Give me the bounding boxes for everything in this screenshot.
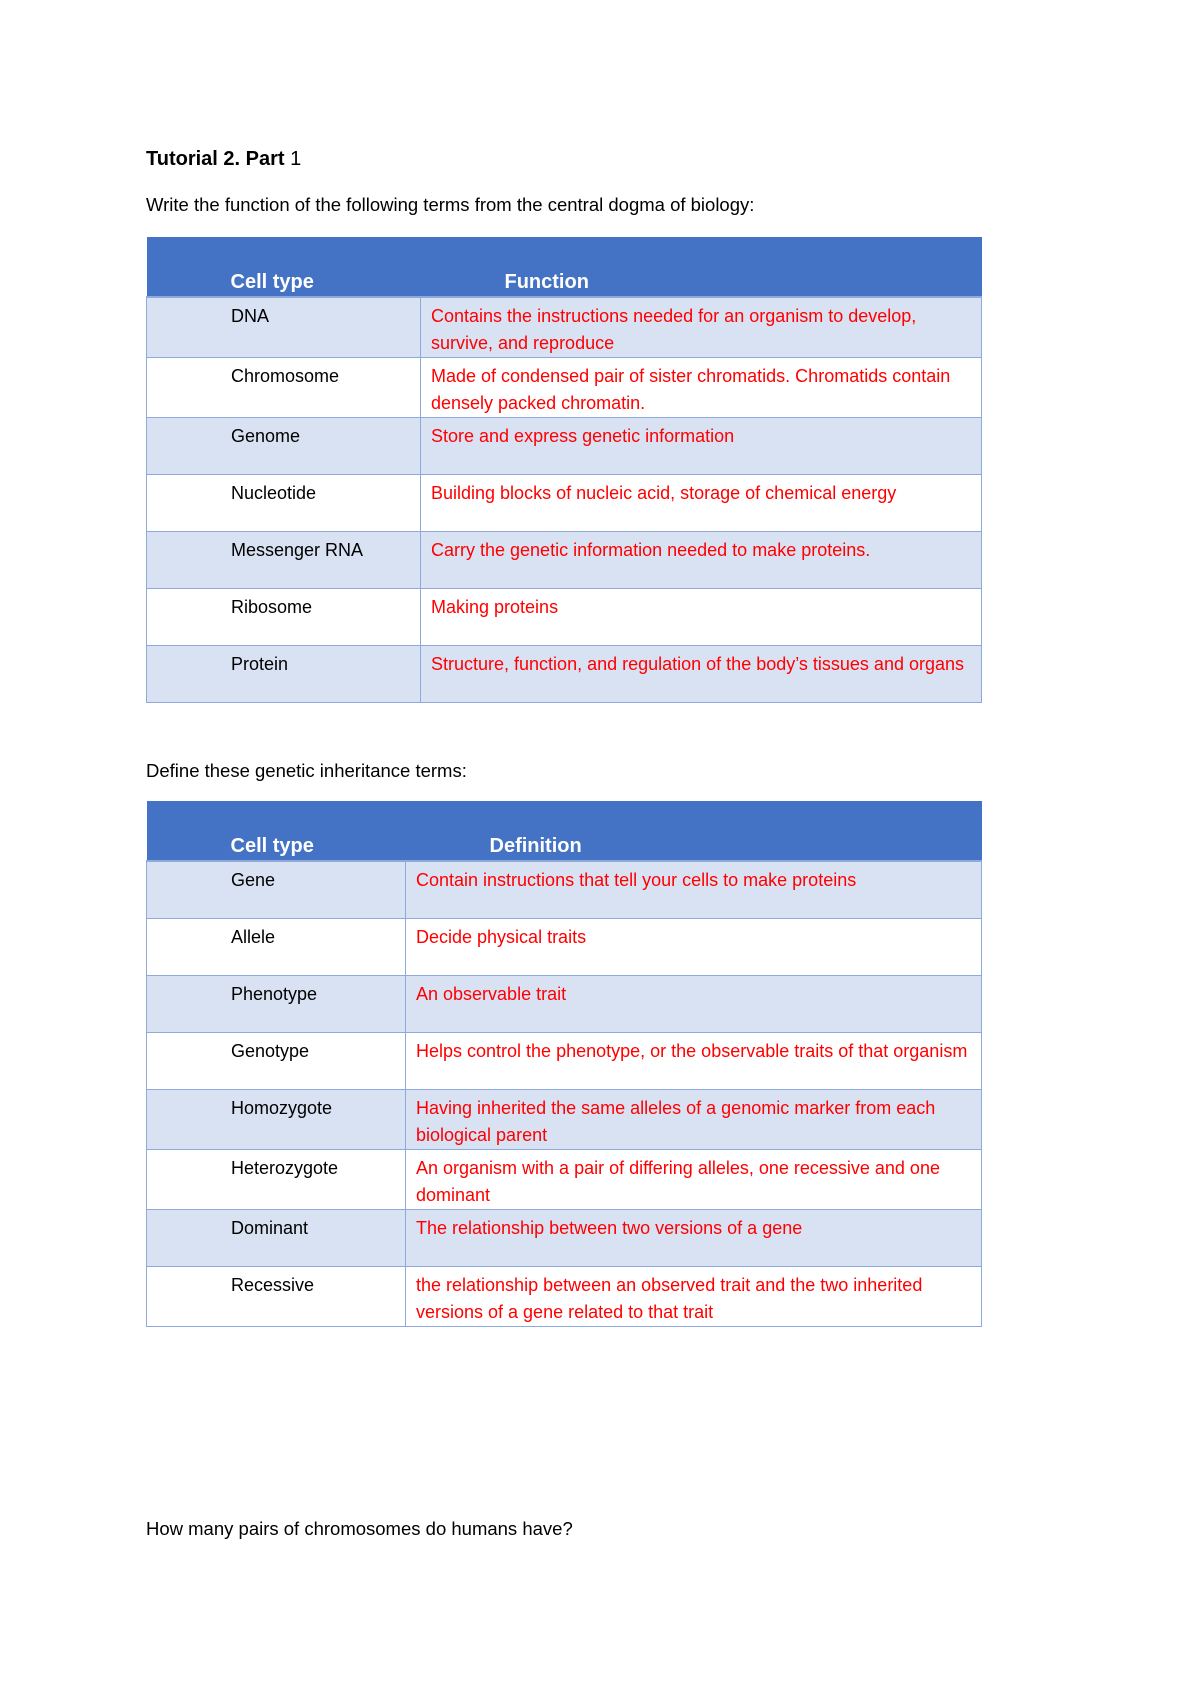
function-cell: Contains the instructions needed for an organism to develop, survive, and reproduce — [421, 297, 982, 358]
table-row — [147, 297, 982, 358]
column-header-cell-type: Cell type — [147, 801, 406, 861]
table-row — [147, 861, 982, 918]
table-header-row — [147, 237, 982, 297]
term-cell: DNA — [147, 297, 421, 358]
term-cell: Allele — [147, 918, 406, 975]
table-row — [147, 418, 982, 475]
term-cell: Genome — [147, 418, 421, 475]
term-cell: Nucleotide — [147, 475, 421, 532]
function-cell: Building blocks of nucleic acid, storage of chemical energy — [421, 475, 982, 532]
table-row — [147, 1149, 982, 1209]
table-row — [147, 1209, 982, 1266]
inheritance-prompt: Define these genetic inheritance terms: — [146, 760, 467, 781]
definition-cell: Helps control the phenotype, or the observable traits of that organism — [406, 1032, 982, 1089]
term-cell: Dominant — [147, 1209, 406, 1266]
central-dogma-table — [146, 237, 982, 703]
table-header-row — [147, 801, 982, 861]
term-cell: Chromosome — [147, 358, 421, 418]
term-cell: Heterozygote — [147, 1149, 406, 1209]
table-row — [147, 475, 982, 532]
function-cell: Structure, function, and regulation of the body’s tissues and organs — [421, 646, 982, 703]
table-row — [147, 918, 982, 975]
definition-cell: The relationship between two versions of a gene — [406, 1209, 982, 1266]
term-cell: Ribosome — [147, 589, 421, 646]
term-cell: Protein — [147, 646, 421, 703]
definition-cell: Decide physical traits — [406, 918, 982, 975]
page-title — [146, 148, 301, 171]
function-cell: Store and express genetic information — [421, 418, 982, 475]
table-row — [147, 358, 982, 418]
table-row — [147, 589, 982, 646]
column-header-function: Function — [421, 237, 982, 297]
function-cell: Carry the genetic information needed to make proteins. — [421, 532, 982, 589]
term-cell: Genotype — [147, 1032, 406, 1089]
definition-cell: An observable trait — [406, 975, 982, 1032]
chromosome-pairs-question: How many pairs of chromosomes do humans have? — [146, 1518, 573, 1539]
term-cell: Gene — [147, 861, 406, 918]
term-cell: Phenotype — [147, 975, 406, 1032]
definition-cell: the relationship between an observed trait and the two inherited versions of a gene related to that trait — [406, 1266, 982, 1326]
table-row — [147, 975, 982, 1032]
table-row — [147, 1266, 982, 1326]
term-cell: Messenger RNA — [147, 532, 421, 589]
central-dogma-prompt: Write the function of the following terms from the central dogma of biology: — [146, 194, 755, 215]
term-cell: Homozygote — [147, 1089, 406, 1149]
table-row — [147, 646, 982, 703]
definition-cell: Contain instructions that tell your cells to make proteins — [406, 861, 982, 918]
definition-cell: An organism with a pair of differing alleles, one recessive and one dominant — [406, 1149, 982, 1209]
table-row — [147, 1032, 982, 1089]
function-cell: Making proteins — [421, 589, 982, 646]
title-number: 1 — [290, 148, 302, 170]
table-row — [147, 532, 982, 589]
table-row — [147, 1089, 982, 1149]
function-cell: Made of condensed pair of sister chromatids. Chromatids contain densely packed chromatin. — [421, 358, 982, 418]
term-cell: Recessive — [147, 1266, 406, 1326]
column-header-definition: Definition — [406, 801, 982, 861]
title-text: Tutorial 2. Part — [146, 148, 285, 170]
column-header-cell-type: Cell type — [147, 237, 421, 297]
definition-cell: Having inherited the same alleles of a genomic marker from each biological parent — [406, 1089, 982, 1149]
inheritance-table — [146, 801, 982, 1327]
